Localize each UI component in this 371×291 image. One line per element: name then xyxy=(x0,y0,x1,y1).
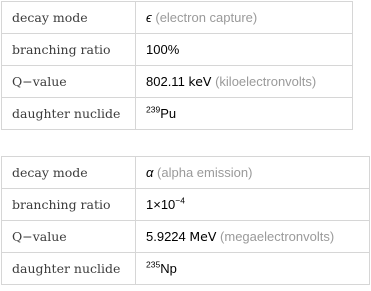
times-sign: × xyxy=(153,197,161,212)
decay-mode-name: (alpha emission) xyxy=(157,165,253,180)
decay-mode-label: decay mode xyxy=(2,157,136,189)
table-row xyxy=(2,34,353,66)
decay-mode-name: (electron capture) xyxy=(155,10,258,25)
daughter-nuclide-label: daughter nuclide xyxy=(2,253,136,285)
daughter-nuclide-value xyxy=(136,253,370,285)
exponent-base: 10 xyxy=(160,197,176,212)
q-value-value xyxy=(136,221,370,253)
q-value-unit: MeV xyxy=(189,229,217,244)
branching-ratio-label: branching ratio xyxy=(2,34,136,66)
daughter-nuclide-label: daughter nuclide xyxy=(2,98,136,130)
q-value-value xyxy=(136,66,353,98)
branching-ratio-label: branching ratio xyxy=(2,189,136,221)
table-row xyxy=(2,189,370,221)
q-value-number: 5.9224 xyxy=(146,229,186,244)
decay-mode-value xyxy=(136,2,353,34)
daughter-nuclide-value xyxy=(136,98,353,130)
table-row xyxy=(2,157,370,189)
element-symbol: Pu xyxy=(160,106,177,121)
q-value-unit-name: (megaelectronvolts) xyxy=(220,229,335,244)
q-value-label: Q−value xyxy=(2,66,136,98)
q-value-unit: keV xyxy=(188,74,212,89)
mass-number: 235 xyxy=(146,259,161,270)
q-value-number: 802.11 xyxy=(146,74,185,89)
element-symbol: Np xyxy=(160,261,177,276)
table-row xyxy=(2,2,353,34)
exponent: −4 xyxy=(175,195,185,206)
table-row xyxy=(2,98,353,130)
q-value-label: Q−value xyxy=(2,221,136,253)
q-value-unit-name: (kiloelectronvolts) xyxy=(215,74,317,89)
branching-ratio-value xyxy=(136,189,370,221)
decay-table-alpha-emission xyxy=(1,156,370,285)
table-row xyxy=(2,66,353,98)
decay-table-electron-capture xyxy=(1,1,353,130)
table-row xyxy=(2,253,370,285)
decay-symbol: α xyxy=(146,165,154,180)
decay-mode-value xyxy=(136,157,370,189)
decay-symbol: ϵ xyxy=(146,10,152,25)
mass-number: 239 xyxy=(146,104,161,115)
mantissa: 1 xyxy=(146,197,154,212)
table-row xyxy=(2,221,370,253)
decay-mode-label: decay mode xyxy=(2,2,136,34)
branching-ratio-value: 100% xyxy=(136,34,353,66)
